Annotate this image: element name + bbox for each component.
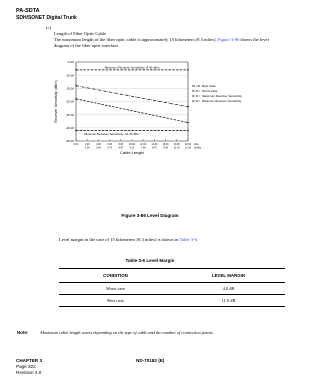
table-cell: Worst case [59,283,172,295]
footer-revision: Revision 4.0 [16,370,42,375]
data-point [187,69,188,70]
table-cell: 11.0 dB [172,295,285,307]
x-tick-label-km: 2.00 [84,143,90,146]
level-diagram-chart [50,57,250,212]
annotation-min: Minimum Receiver Sensitivity -31.00 dBm [84,131,140,136]
legend-label: Minimum Receiver Sensitivity [202,99,242,104]
legend-label: Maximum Receiver Sensitivity [202,94,243,99]
data-point [75,85,76,86]
footer-doc-number: ND-70182 (E) [136,358,165,363]
page-header [16,8,77,21]
x-tick-label-km: 8.00 [118,143,124,146]
y-tick-label: -15.00 [65,86,74,91]
annotation-max: Maximum Receiver Sensitivity -8.00 dBm [104,65,160,70]
column-header: LEVEL MARGIN [172,269,285,283]
y-tick-label: -5.00 [67,60,74,65]
y-tick-label: -25.00 [65,112,74,117]
table-caption: Table 3-6 Level Margin [125,258,175,263]
section-text-part: shows the level diagram of the fiber optic interface. [54,37,269,48]
x-tick-label-km: 10.00 [129,143,135,146]
footer-page: Page 322 [16,364,36,369]
section-heading: Length of Fiber Optic Cable [54,31,107,36]
x-tick-label-miles: 4.97 [118,146,124,150]
figure-caption: Figure 3-86 Level Diagram [121,213,179,218]
data-point [187,122,188,123]
y-tick-label: -30.00 [65,126,74,131]
series-line [76,99,188,123]
note-label: Note: [17,330,29,335]
table-header-row [59,269,285,283]
footer-chapter: CHAPTER 3 [16,358,43,363]
table-row [59,283,285,295]
x-tick-label-miles: 2.49 [96,146,101,150]
series-line [76,86,188,107]
x-tick-label-miles: 7.46 [140,146,146,150]
data-point [75,69,76,70]
x-tick-label-km: 18.00 [173,143,180,146]
note [17,330,285,335]
x-tick-label-miles: 12.43 [185,146,191,150]
x-tick-label-km: 12.00 [140,143,147,146]
x-tick-label-km: 0.00 [73,143,79,146]
x-tick-label-miles: 8.70 [152,146,157,150]
x-tick-label-km: 14.00 [151,143,158,146]
table-cell: Best case [59,295,172,307]
y-axis-label: Receiver Sensitivity (dBm) [54,80,58,123]
data-point [75,130,76,131]
x-tick-label-miles: 3.73 [107,146,112,150]
section-item: (c) [46,25,52,30]
x-tick-label-miles: 1.24 [84,146,90,150]
y-tick-label: -10.00 [65,73,74,78]
x-unit-km: (km) [194,143,199,146]
section-text [54,37,282,49]
level-text-end: . [196,237,199,242]
level-text: Level margin in the case of 15 kilometers (9.3 miles) is shown in [59,237,180,242]
note-text: Maximum cable length varies depending on the type of cable and the number of connection points. [40,330,214,335]
x-axis-label: Cable Length [120,150,144,155]
column-header: CONDITION [59,269,172,283]
x-tick-label-km: 16.00 [162,143,169,146]
x-tick-label-km: 20.00 [185,143,191,146]
legend-label: Best Case [202,84,216,89]
level-paragraph [59,237,198,242]
x-unit-miles: (miles) [194,146,202,150]
x-tick-label-miles: 11.19 [173,146,180,150]
table-row [59,295,285,307]
x-tick-label-miles: 9.95 [163,146,168,150]
data-point [75,98,76,99]
x-tick-label-km: 6.00 [107,143,112,146]
legend-label: Worst Case [202,89,218,94]
section-text-part: The maximum length of the fiber optic cable is approximately 15 kilometers (9.3 miles). [54,37,218,42]
figure-link[interactable]: Figure 3-86 [217,37,240,42]
y-tick-label: -20.00 [65,99,74,104]
data-point [187,106,188,107]
data-point [187,130,188,131]
level-margin-table [59,268,285,307]
x-tick-label-km: 4.00 [96,143,101,146]
table-cell: 4.0 dB [172,283,285,295]
y-tick-label: -35.00 [65,139,74,144]
table-link[interactable]: Table 3-6 [179,237,197,242]
header-title: PA-SDTA [16,8,40,14]
x-tick-label-miles: 6.21 [129,146,135,150]
footer-left [16,358,42,376]
header-subtitle: SDH/SONET Digital Trunk [16,15,77,21]
